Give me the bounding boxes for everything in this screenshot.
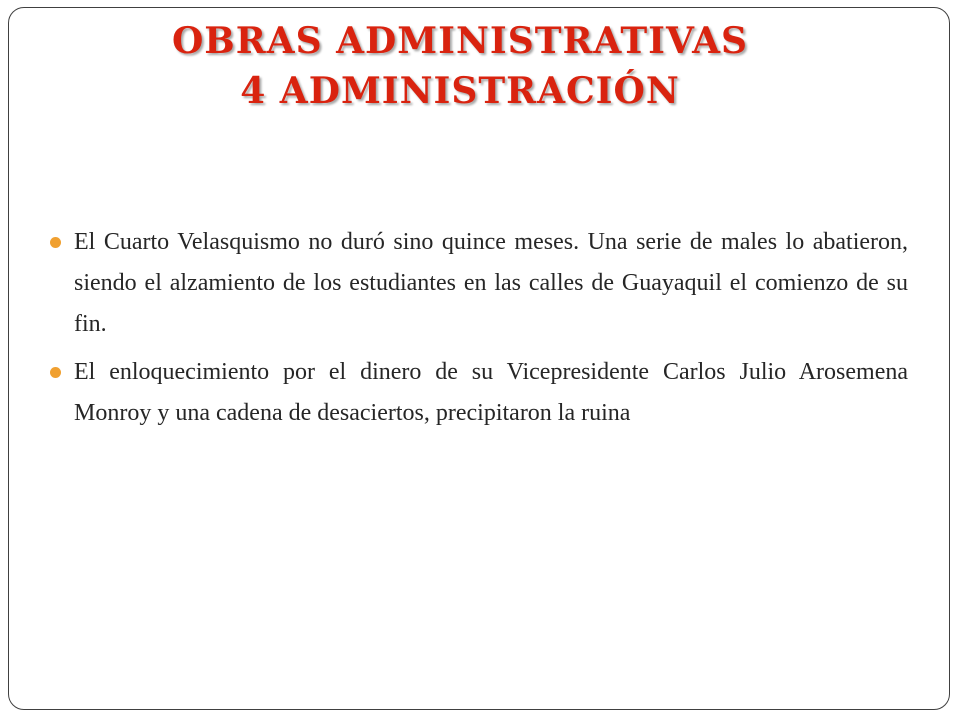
slide-title [0, 16, 920, 116]
bullet-dot-icon [50, 237, 61, 248]
bullet-text: El enloquecimiento por el dinero de su Vicepresidente Carlos Julio Arosemena Monroy y una cadena de desaciertos, precipitaron la ruina [74, 359, 908, 426]
title-line-2: 4 ADMINISTRACIÓN [240, 70, 680, 112]
bullet-item [50, 222, 908, 345]
bullet-text: El Cuarto Velasquismo no duró sino quince meses. Una serie de males lo abatieron, siendo el alzamiento de los estudiantes en las calles de Guayaquil el comienzo de su fin. [74, 229, 908, 337]
bullet-item [50, 352, 908, 434]
title-line-1: OBRAS ADMINISTRATIVAS [171, 20, 749, 62]
bullet-list [50, 222, 908, 441]
bullet-dot-icon [50, 367, 61, 378]
